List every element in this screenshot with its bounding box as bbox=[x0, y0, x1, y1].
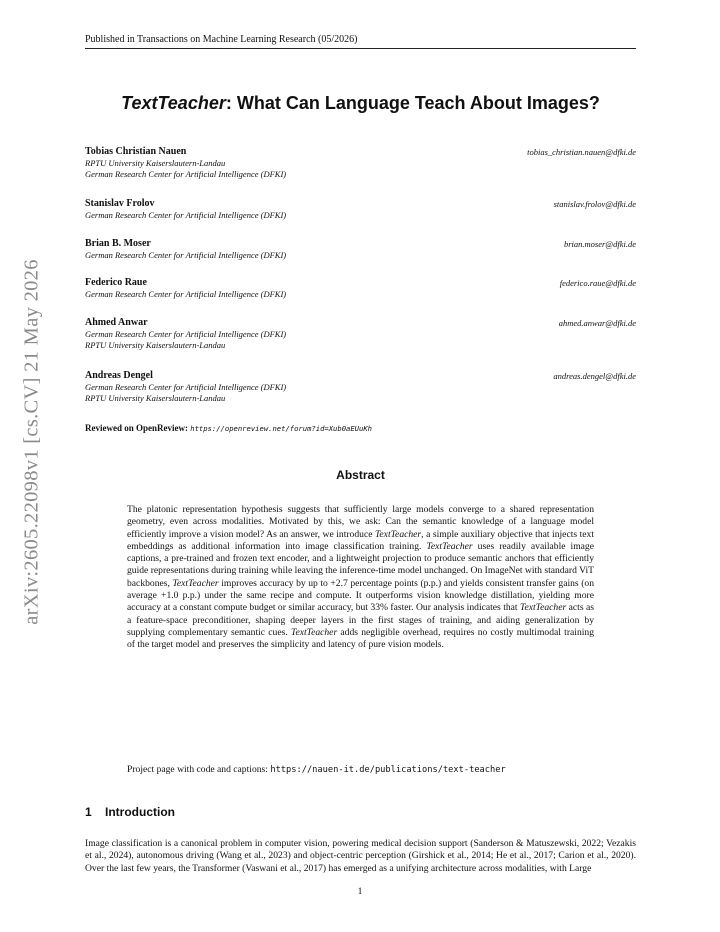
author-affiliation: German Research Center for Artificial Intelligence (DFKI) bbox=[85, 210, 287, 220]
author-name: Brian B. Moser bbox=[85, 238, 151, 249]
project-page-line bbox=[127, 764, 594, 776]
abstract-method-name: TextTeacher bbox=[520, 602, 567, 614]
abstract-text: The platonic representation hypothesis suggests that sufficiently large models converge to a shared representation geometry, even across modalities. Motivated by this, we ask: Can the semantic knowledge of a language model efficiently improve a vision model? As an answer, we introduce bbox=[127, 504, 594, 540]
author-email[interactable]: ahmed.anwar@dfki.de bbox=[558, 318, 636, 328]
author-email[interactable]: brian.moser@dfki.de bbox=[563, 239, 636, 249]
abstract-text: acts as a feature-space preconditioner, shaping deeper layers in the first stages of training, and aiding generalization by supplying complementary semantic cues. bbox=[127, 602, 594, 638]
introduction-paragraph: Image classification is a canonical problem in computer vision, powering medical decision support (Sanderson & Matuszewski, 2022; Vezakis et al., 2024), autonomous driving (Wang et al., 2023) and object-centric perception (Girshick et al., 2014; He et al., 2017; Carion et al., 2020). Over the last few years, the Transformer (Vaswani et al., 2017) has emerged as a unifying architecture across modalities, with Large bbox=[85, 838, 636, 874]
author-affiliation: RPTU University Kaiserslautern-Landau bbox=[85, 393, 226, 403]
author-block bbox=[85, 198, 636, 221]
section-title: Introduction bbox=[105, 805, 175, 819]
review-line bbox=[85, 423, 372, 434]
abstract-method-name: TextTeacher bbox=[290, 626, 338, 638]
abstract-method-name: TextTeacher bbox=[172, 577, 219, 589]
abstract-heading: Abstract bbox=[336, 468, 385, 482]
author-block bbox=[85, 317, 636, 351]
abstract-text: uses readily available image captions, a pre-trained and frozen text encoder, and a lightweight projection to produce semantic anchors that efficiently guide representations during training while leaving the inference-time model unchanged. On ImageNet with standard ViT backbones, bbox=[127, 540, 594, 589]
author-email[interactable]: stanislav.frolov@dfki.de bbox=[553, 199, 636, 209]
abstract-body bbox=[127, 504, 594, 652]
title-rest: : What Can Language Teach About Images? bbox=[225, 93, 600, 113]
title-method-name: TextTeacher bbox=[121, 93, 226, 113]
author-email[interactable]: andreas.dengel@dfki.de bbox=[553, 371, 636, 381]
abstract-method-name: TextTeacher bbox=[426, 540, 473, 552]
author-name: Federico Raue bbox=[85, 277, 147, 288]
arxiv-stamp-text: arXiv:2605.22098v1 [cs.CV] 21 May 2026 bbox=[20, 259, 43, 625]
author-name: Andreas Dengel bbox=[85, 370, 153, 381]
author-affiliation: RPTU University Kaiserslautern-Landau bbox=[85, 340, 226, 350]
author-affiliation: German Research Center for Artificial Intelligence (DFKI) bbox=[85, 382, 287, 392]
author-affiliation: German Research Center for Artificial Intelligence (DFKI) bbox=[85, 250, 287, 260]
project-label: Project page with code and captions: bbox=[127, 764, 268, 775]
author-name: Ahmed Anwar bbox=[85, 317, 148, 328]
author-block bbox=[85, 146, 636, 180]
author-affiliation: RPTU University Kaiserslautern-Landau bbox=[85, 158, 226, 168]
abstract-text: improves accuracy by up to +2.7 percentage points (p.p.) and yields consistent transfer gains (on average +1.0 p.p.) under the same recipe and compute. It outperforms vision knowledge distillation, yielding more accuracy at a constant compute budget or similar accuracy, but 33% faster. Our analysis indicates that bbox=[127, 577, 594, 614]
section-number: 1 bbox=[85, 805, 92, 819]
review-label: Reviewed on OpenReview: bbox=[85, 423, 188, 433]
abstract-text: adds negligible overhead, requires no costly multimodal training of the target model and preserves the simplicity and latency of pure vision models. bbox=[127, 626, 595, 651]
author-block bbox=[85, 238, 636, 261]
section-heading bbox=[85, 805, 175, 819]
author-affiliation: German Research Center for Artificial Intelligence (DFKI) bbox=[85, 329, 287, 339]
running-header: Published in Transactions on Machine Learning Research (05/2026) bbox=[85, 34, 636, 49]
author-email[interactable]: tobias_christian.nauen@dfki.de bbox=[527, 147, 636, 157]
arxiv-stamp bbox=[20, 252, 44, 632]
author-name: Stanislav Frolov bbox=[85, 198, 155, 209]
author-block bbox=[85, 370, 636, 404]
page-number: 1 bbox=[357, 886, 363, 897]
author-email[interactable]: federico.raue@dfki.de bbox=[559, 278, 636, 288]
project-page-link[interactable]: https://nauen-it.de/publications/text-teacher bbox=[270, 765, 506, 775]
author-block bbox=[85, 277, 636, 300]
abstract-text: , a simple auxiliary objective that injects text embeddings as additional information into image classification training. bbox=[127, 528, 594, 552]
author-name: Tobias Christian Nauen bbox=[85, 146, 187, 157]
paper-title bbox=[85, 92, 636, 114]
openreview-link[interactable]: https://openreview.net/forum?id=Xub0aEUuKh bbox=[190, 424, 372, 433]
abstract-method-name: TextTeacher bbox=[374, 528, 422, 540]
author-affiliation: German Research Center for Artificial Intelligence (DFKI) bbox=[85, 289, 287, 299]
author-affiliation: German Research Center for Artificial Intelligence (DFKI) bbox=[85, 169, 287, 179]
